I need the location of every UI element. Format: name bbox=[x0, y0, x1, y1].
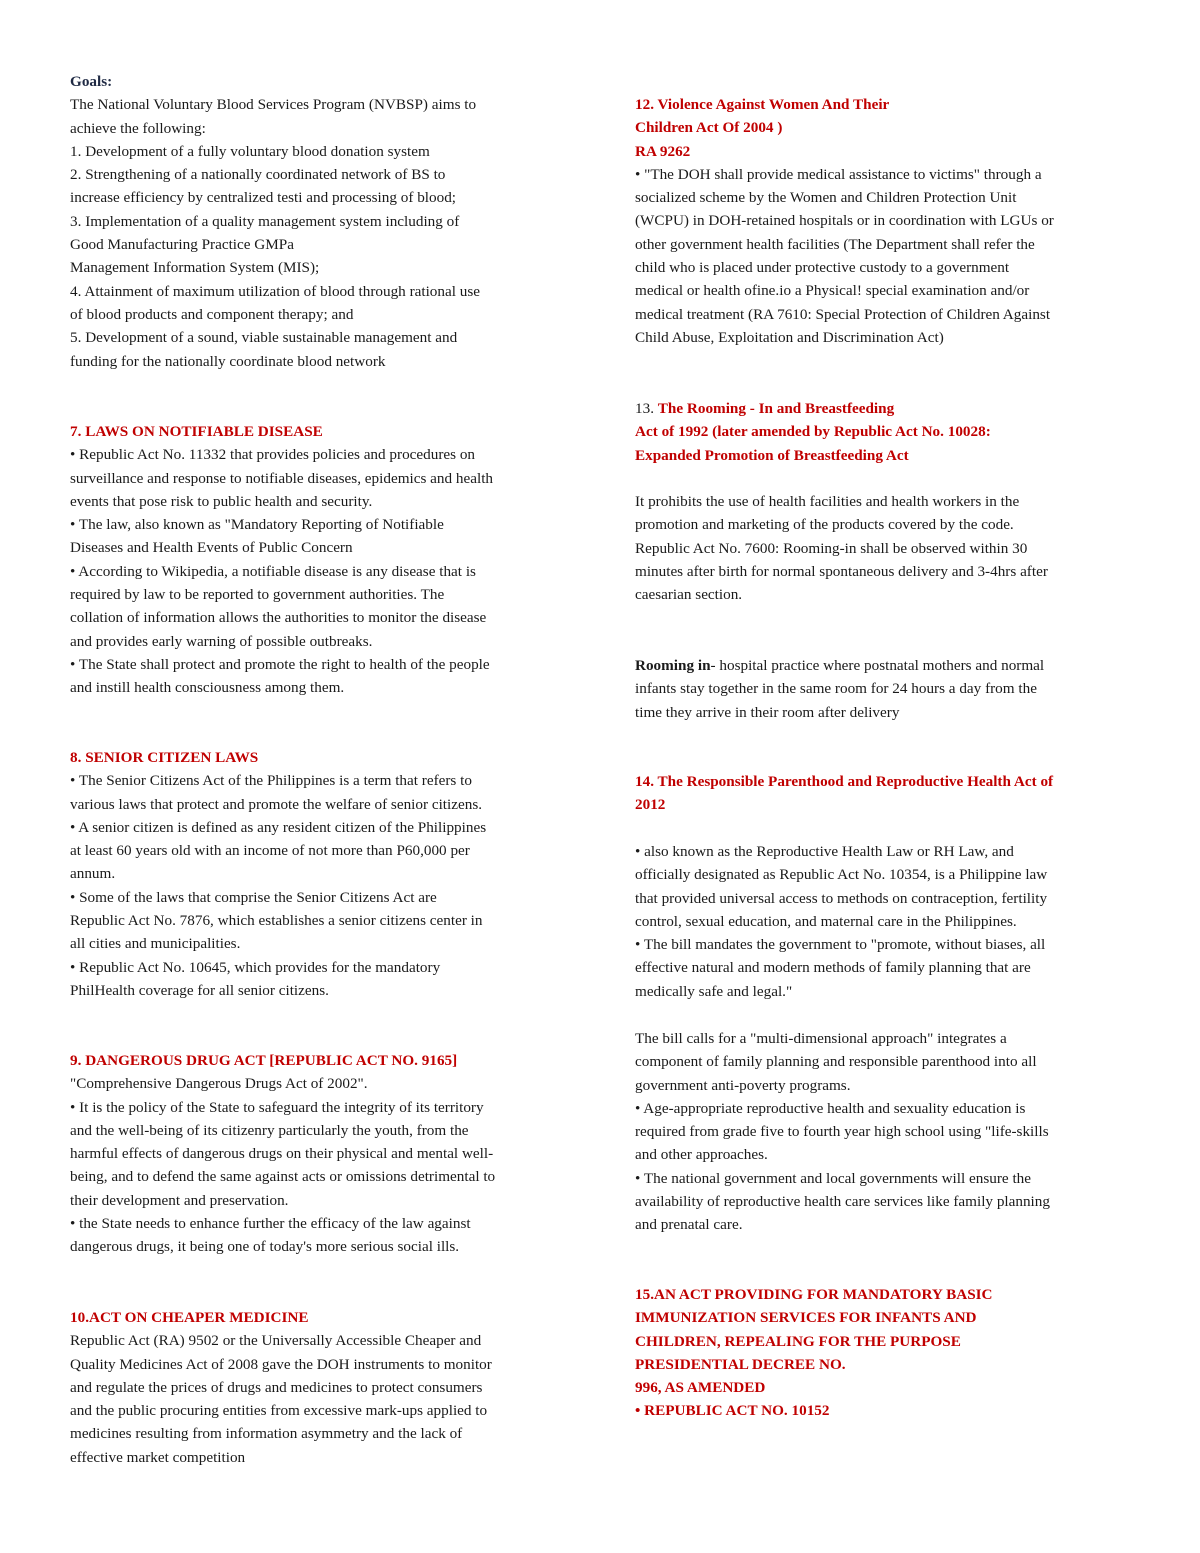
text-line: Quality Medicines Act of 2008 gave the DOH instruments to monitor bbox=[70, 1355, 492, 1373]
text-line: Republic Act No. 7600: Rooming-in shall be observed within 30 bbox=[635, 539, 1028, 557]
section-heading: Expanded Promotion of Breastfeeding Act bbox=[635, 446, 909, 464]
text-line: "Comprehensive Dangerous Drugs Act of 2002". bbox=[70, 1075, 368, 1093]
text-line: socialized scheme by the Women and Children Protection Unit bbox=[635, 189, 1017, 207]
section-number: 13. bbox=[635, 400, 658, 417]
text-line: Republic Act No. 7876, which establishes a senior citizens center in bbox=[70, 912, 483, 930]
section-12 bbox=[635, 93, 1054, 349]
section-14 bbox=[635, 770, 1053, 817]
text-line: other government health facilities (The Department shall refer the bbox=[635, 235, 1035, 253]
section-heading: • REPUBLIC ACT NO. 10152 bbox=[635, 1402, 830, 1420]
section-heading: 7. LAWS ON NOTIFIABLE DISEASE bbox=[70, 423, 323, 440]
text-line: (WCPU) in DOH-retained hospitals or in coordination with LGUs or bbox=[635, 212, 1054, 230]
section-13-body bbox=[635, 490, 1048, 606]
rooming-in-definition bbox=[635, 654, 1044, 724]
text-line: and the well-being of its citizenry particularly the youth, from the bbox=[70, 1121, 469, 1139]
text-line: increase efficiency by centralized testi and processing of blood; bbox=[70, 189, 457, 207]
text-line: that provided universal access to methods on contraception, fertility bbox=[635, 889, 1048, 907]
section-heading bbox=[635, 397, 991, 420]
text-line: 4. Attainment of maximum utilization of blood through rational use bbox=[70, 282, 480, 300]
section-heading: Act of 1992 (later amended by Republic Act No. 10028: bbox=[635, 423, 991, 441]
text-line: • Some of the laws that comprise the Senior Citizens Act are bbox=[70, 888, 437, 906]
text-line: • also known as the Reproductive Health Law or RH Law, and bbox=[635, 843, 1014, 860]
text-line: and prenatal care. bbox=[635, 1216, 743, 1234]
text-line: harmful effects of dangerous drugs on their physical and mental well- bbox=[70, 1145, 494, 1163]
section-heading: 15.AN ACT PROVIDING FOR MANDATORY BASIC bbox=[635, 1286, 993, 1303]
text-line: medical or health ofine.io a Physical! special examination and/or bbox=[635, 282, 1030, 300]
section-10 bbox=[70, 1306, 492, 1469]
section-7 bbox=[70, 420, 493, 700]
text-line: PhilHealth coverage for all senior citizens. bbox=[70, 981, 329, 999]
text-line: The bill calls for a "multi-dimensional approach" integrates a bbox=[635, 1030, 1007, 1047]
text-line: Child Abuse, Exploitation and Discrimination Act) bbox=[635, 328, 944, 346]
text-line: medicines resulting from information asymmetry and the lack of bbox=[70, 1425, 463, 1443]
text-line: infants stay together in the same room for 24 hours a day from the bbox=[635, 680, 1037, 698]
text-line: 3. Implementation of a quality management system including of bbox=[70, 212, 460, 230]
text-line: • The law, also known as "Mandatory Reporting of Notifiable bbox=[70, 516, 444, 534]
text-line: component of family planning and responsible parenthood into all bbox=[635, 1053, 1037, 1071]
text-line: of blood products and component therapy; and bbox=[70, 305, 354, 323]
goals-label: Goals: bbox=[70, 73, 113, 90]
section-heading: 996, AS AMENDED bbox=[635, 1379, 766, 1397]
text-line: and the public procuring entities from excessive mark-ups applied to bbox=[70, 1402, 488, 1420]
text-line: • "The DOH shall provide medical assistance to victims" through a bbox=[635, 165, 1042, 183]
text-line: medical treatment (RA 7610: Special Protection of Children Against bbox=[635, 305, 1051, 323]
goals-section bbox=[70, 70, 480, 373]
text-line: events that pose risk to public health and security. bbox=[70, 492, 373, 510]
text-line: • The national government and local governments will ensure the bbox=[635, 1169, 1032, 1187]
text-line: time they arrive in their room after delivery bbox=[635, 703, 900, 721]
section-heading: CHILDREN, REPEALING FOR THE PURPOSE bbox=[635, 1332, 961, 1350]
text-line: • The bill mandates the government to "promote, without biases, all bbox=[635, 936, 1046, 954]
text-line: 2. Strengthening of a nationally coordinated network of BS to bbox=[70, 166, 446, 184]
text-line: caesarian section. bbox=[635, 586, 743, 604]
text-line: effective natural and modern methods of family planning that are bbox=[635, 959, 1031, 977]
section-15 bbox=[635, 1283, 993, 1423]
section-heading: PRESIDENTIAL DECREE NO. bbox=[635, 1355, 846, 1373]
section-heading: 10.ACT ON CHEAPER MEDICINE bbox=[70, 1309, 309, 1326]
section-heading: 2012 bbox=[635, 796, 666, 814]
text-line: availability of reproductive health care services like family planning bbox=[635, 1193, 1050, 1211]
term-definition: - hospital practice where postnatal mothers and normal bbox=[710, 657, 1045, 674]
text-line: achieve the following: bbox=[70, 119, 206, 137]
text-line: Republic Act (RA) 9502 or the Universally Accessible Cheaper and bbox=[70, 1332, 482, 1350]
text-line: effective market competition bbox=[70, 1448, 246, 1466]
section-14-body bbox=[635, 840, 1047, 1003]
text-line: • Republic Act No. 10645, which provides for the mandatory bbox=[70, 958, 441, 976]
text-line: Diseases and Health Events of Public Concern bbox=[70, 539, 353, 557]
text-line: required from grade five to fourth year high school using "life-skills bbox=[635, 1123, 1049, 1141]
text-line: being, and to defend the same against acts or omissions detrimental to bbox=[70, 1168, 496, 1186]
section-heading: Children Act Of 2004 ) bbox=[635, 119, 783, 137]
text-line: Good Manufacturing Practice GMPa bbox=[70, 236, 294, 254]
section-8 bbox=[70, 746, 486, 1002]
section-heading: 9. DANGEROUS DRUG ACT [REPUBLIC ACT NO. 9165] bbox=[70, 1052, 458, 1069]
text-line bbox=[635, 654, 1044, 677]
text-line: required by law to be reported to government authorities. The bbox=[70, 586, 445, 604]
section-14-body-2 bbox=[635, 1027, 1050, 1237]
text-line: medically safe and legal." bbox=[635, 982, 793, 1000]
text-line: and regulate the prices of drugs and medicines to protect consumers bbox=[70, 1378, 483, 1396]
text-line: 1. Development of a fully voluntary blood donation system bbox=[70, 142, 430, 160]
text-line: government anti-poverty programs. bbox=[635, 1076, 851, 1094]
section-heading: IMMUNIZATION SERVICES FOR INFANTS AND bbox=[635, 1309, 977, 1327]
text-line: funding for the nationally coordinate blood network bbox=[70, 352, 386, 370]
text-line: • Republic Act No. 11332 that provides policies and procedures on bbox=[70, 446, 476, 464]
section-9 bbox=[70, 1049, 495, 1259]
section-heading: 8. SENIOR CITIZEN LAWS bbox=[70, 749, 259, 766]
text-line: control, sexual education, and maternal care in the Philippines. bbox=[635, 912, 1017, 930]
section-heading: RA 9262 bbox=[635, 142, 691, 160]
text-line: at least 60 years old with an income of not more than P60,000 per bbox=[70, 842, 470, 860]
text-line: The National Voluntary Blood Services Program (NVBSP) aims to bbox=[70, 96, 477, 114]
text-line: and other approaches. bbox=[635, 1146, 768, 1164]
section-heading: 12. Violence Against Women And Their bbox=[635, 96, 890, 113]
text-line: 5. Development of a sound, viable sustainable management and bbox=[70, 329, 458, 347]
text-line: • According to Wikipedia, a notifiable disease is any disease that is bbox=[70, 562, 476, 580]
section-heading: 14. The Responsible Parenthood and Reproductive Health Act of bbox=[635, 773, 1054, 790]
text-line: annum. bbox=[70, 865, 116, 883]
text-line: • The Senior Citizens Act of the Philippines is a term that refers to bbox=[70, 772, 472, 790]
text-line: • The State shall protect and promote the right to health of the people bbox=[70, 655, 490, 673]
text-line: • the State needs to enhance further the efficacy of the law against bbox=[70, 1215, 471, 1233]
text-line: surveillance and response to notifiable diseases, epidemics and health bbox=[70, 469, 494, 487]
text-line: and instill health consciousness among them. bbox=[70, 679, 345, 697]
text-line: minutes after birth for normal spontaneous delivery and 3-4hrs after bbox=[635, 562, 1048, 580]
text-line: • A senior citizen is defined as any resident citizen of the Philippines bbox=[70, 818, 487, 836]
text-line: It prohibits the use of health facilities and health workers in the bbox=[635, 493, 1020, 510]
text-line: Management Information System (MIS); bbox=[70, 259, 320, 277]
goals-body bbox=[70, 93, 480, 373]
term: Rooming in bbox=[635, 657, 711, 674]
text-line: and provides early warning of possible outbreaks. bbox=[70, 632, 373, 650]
text-line: dangerous drugs, it being one of today's more serious social ills. bbox=[70, 1238, 460, 1256]
text-line: various laws that protect and promote the welfare of senior citizens. bbox=[70, 795, 483, 813]
text-line: child who is placed under protective custody to a government bbox=[635, 259, 1010, 277]
text-line: all cities and municipalities. bbox=[70, 935, 241, 953]
text-line: collation of information allows the authorities to monitor the disease bbox=[70, 609, 487, 627]
text-line: promotion and marketing of the products covered by the code. bbox=[635, 516, 1014, 534]
text-line: officially designated as Republic Act No. 10354, is a Philippine law bbox=[635, 866, 1048, 884]
section-13 bbox=[635, 397, 991, 467]
text-line: • It is the policy of the State to safeguard the integrity of its territory bbox=[70, 1098, 484, 1116]
text-line: their development and preservation. bbox=[70, 1191, 289, 1209]
text-line: • Age-appropriate reproductive health and sexuality education is bbox=[635, 1099, 1026, 1117]
section-title: The Rooming - In and Breastfeeding bbox=[657, 400, 895, 417]
